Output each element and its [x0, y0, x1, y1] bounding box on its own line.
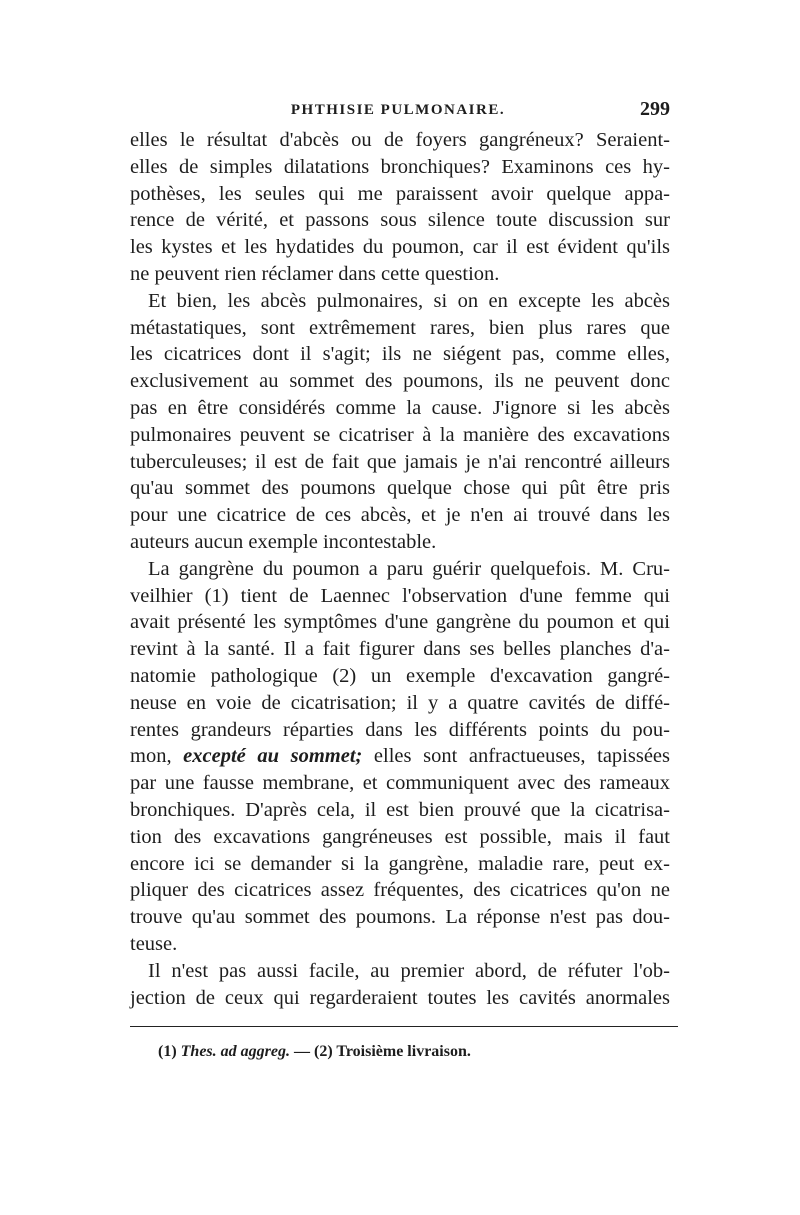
text-line: tion des excavations gangréneuses est possible, mais il faut — [130, 825, 670, 848]
running-title: PHTHISIE PULMONAIRE. — [290, 102, 506, 118]
text-line: avait présenté les symptômes d'une gangrène du poumon et qui — [130, 611, 670, 634]
text-line: revint à la santé. Il a fait figurer dans ses belles planches d'a- — [130, 638, 670, 661]
text-line: pothèses, les seules qui me paraissent avoir quelque appa- — [130, 182, 670, 205]
footnote-rule — [130, 1026, 678, 1027]
italic-phrase: excepté au sommet; — [183, 745, 363, 768]
text-line: tuberculeuses; il est de fait que jamais je n'ai rencontré ailleurs — [130, 450, 670, 473]
text-line: bronchiques. D'après cela, il est bien prouvé que la cicatrisa- — [130, 798, 670, 821]
text-line: teuse. — [130, 932, 178, 955]
footnote-reference: Thes. ad aggreg. — [180, 1043, 290, 1060]
text-line: pliquer des cicatrices assez fréquentes, des cicatrices qu'on ne — [130, 879, 670, 902]
text-line: pulmonaires peuvent se cicatriser à la manière des excavations — [130, 423, 670, 446]
text-line: exclusivement au sommet des poumons, ils ne peuvent donc — [130, 370, 670, 393]
paragraph-start-line: La gangrène du poumon a paru guérir quelquefois. M. Cru- — [148, 557, 670, 580]
text-line: les kystes et les hydatides du poumon, car il est évident qu'ils — [130, 236, 670, 259]
text-line: qu'au sommet des poumons quelque chose qui pût être pris — [130, 477, 670, 500]
text-line: pas en être considérés comme la cause. J'ignore si les abcès — [130, 396, 670, 419]
paragraph-start-line: Et bien, les abcès pulmonaires, si on en excepte les abcès — [148, 289, 670, 312]
paragraph-start-line: Il n'est pas aussi facile, au premier abord, de réfuter l'ob- — [148, 959, 670, 982]
footnote-text: — (2) Troisième livraison. — [289, 1043, 471, 1060]
page-header — [118, 98, 678, 124]
text-line: encore ici se demander si la gangrène, maladie rare, peut ex- — [130, 852, 670, 875]
text-line: rence de vérité, et passons sous silence toute discussion sur — [130, 209, 670, 232]
text-line: jection de ceux qui regarderaient toutes les cavités anormales — [130, 986, 670, 1009]
page-number: 299 — [640, 98, 670, 120]
text-line: neuse en voie de cicatrisation; il y a quatre cavités de diffé- — [130, 691, 670, 714]
text-line: natomie pathologique (2) un exemple d'excavation gangré- — [130, 664, 670, 687]
text-line: veilhier (1) tient de Laennec l'observation d'une femme qui — [130, 584, 670, 607]
text-line: elles le résultat d'abcès ou de foyers gangréneux? Seraient- — [130, 129, 670, 151]
line-text-before: mon, — [130, 745, 184, 768]
text-line: elles de simples dilatations bronchiques? Examinons ces hy- — [130, 155, 670, 178]
body-text — [130, 127, 670, 1011]
text-line: ne peuvent rien réclamer dans cette question. — [130, 262, 500, 285]
text-line: rentes grandeurs réparties dans les différents points du pou- — [130, 718, 670, 741]
text-line: trouve qu'au sommet des poumons. La réponse n'est pas dou- — [130, 906, 670, 929]
line-text-after: elles sont anfractueuses, tapissées — [362, 745, 670, 768]
text-line: par une fausse membrane, et communiquent avec des rameaux — [130, 772, 670, 795]
text-line: métastatiques, sont extrêmement rares, bien plus rares que — [130, 316, 670, 339]
text-line: auteurs aucun exemple incontestable. — [130, 530, 437, 553]
text-line: les cicatrices dont il s'agit; ils ne siégent pas, comme elles, — [130, 343, 670, 366]
footnote-marker: (1) — [158, 1043, 177, 1060]
text-line-with-italic — [130, 743, 670, 770]
footnote — [158, 1043, 471, 1061]
text-line: pour une cicatrice de ces abcès, et je n'en ai trouvé dans les — [130, 504, 670, 527]
